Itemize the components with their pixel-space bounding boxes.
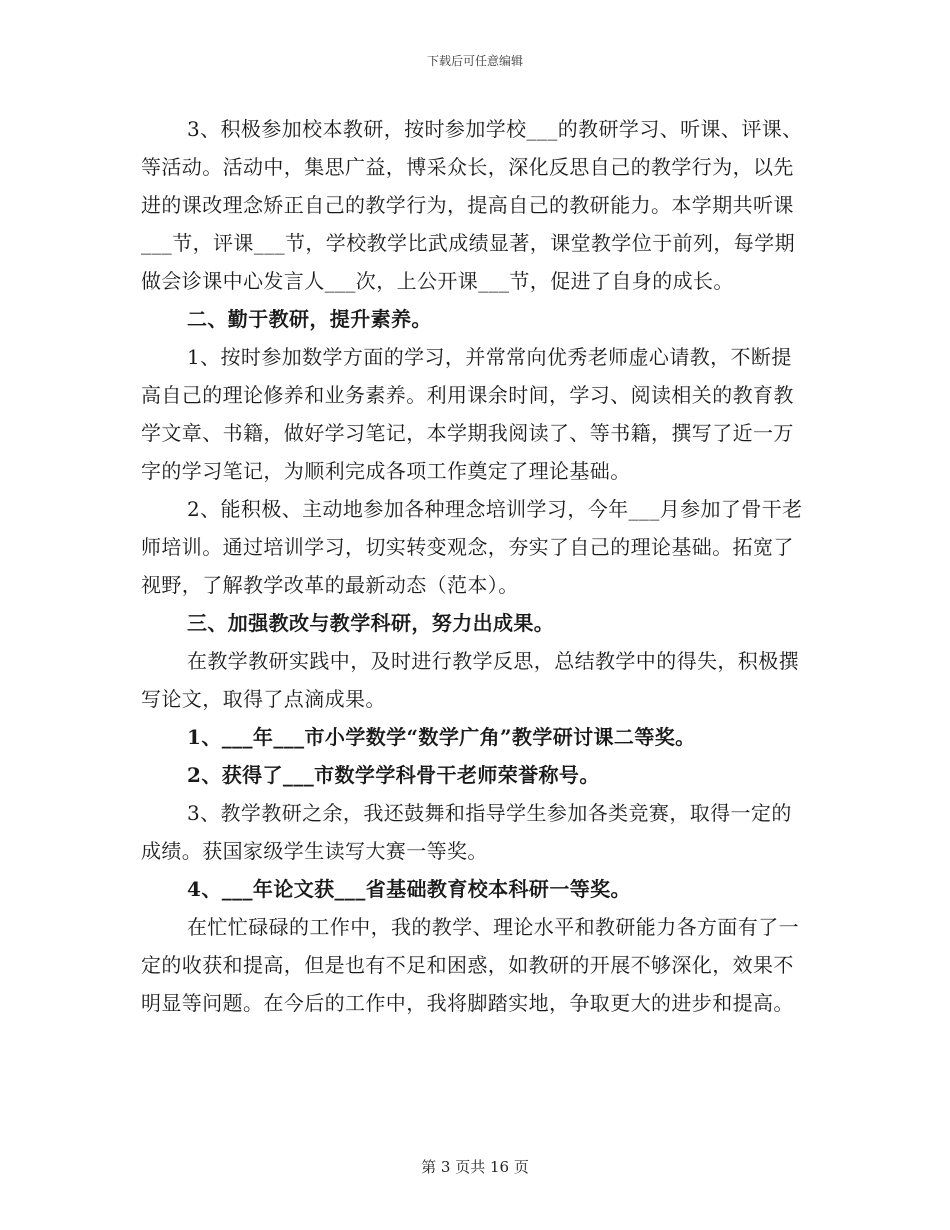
paragraph: 1、按时参加数学方面的学习，并常常向优秀老师虚心请教，不断提高自己的理论修养和业务素养。利用课余时间，学习、阅读相关的教育教学文章、书籍，做好学习笔记，本学期我阅读了、等书籍，撰写了近一万字的学习笔记，为顺利完成各项工作奠定了理论基础。	[141, 345, 794, 483]
paragraph: 2、能积极、主动地参加各种理念培训学习，今年___月参加了骨干老师培训。通过培训学习，切实转变观念，夯实了自己的理论基础。拓宽了视野，了解教学改革的最新动态（范本）。	[141, 497, 803, 597]
document-body	[141, 110, 809, 1022]
page-header: 下载后可任意编辑	[426, 54, 523, 68]
section-heading: 三、加强教改与教学科研，努力出成果。	[187, 611, 555, 635]
section-heading: 二、勤于教研，提升素养。	[187, 307, 432, 331]
paragraph: 3、积极参加校本教研，按时参加学校___的教研学习、听课、评课、等活动。活动中，集思广益，博采众长，深化反思自己的教学行为，以先进的课改理念矫正自己的教学行为，提高自己的教研能力。本学期共听课___节，评课___节，学校教学比武成绩显著，课堂教学位于前列，每学期做会诊课中心发言人___次，上公开课___节，促进了自身的成长。	[141, 117, 803, 293]
achievement-item: 4、___年论文获___省基础教育校本科研一等奖。	[187, 877, 631, 901]
achievement-item: 1、___年___市小学数学“数学广角”教学研讨课二等奖。	[187, 725, 696, 749]
paragraph: 3、教学教研之余，我还鼓舞和指导学生参加各类竞赛，取得一定的成绩。获国家级学生读写大赛一等奖。	[141, 801, 792, 863]
paragraph: 在教学教研实践中，及时进行教学反思，总结教学中的得失，积极撰写论文，取得了点滴成果。	[141, 649, 799, 711]
page-footer: 第 3 页共 16 页	[421, 1158, 529, 1176]
achievement-item: 2、获得了___市数学学科骨干老师荣誉称号。	[187, 763, 600, 787]
paragraph: 在忙忙碌碌的工作中，我的教学、理论水平和教研能力各方面有了一定的收获和提高，但是也有不足和困惑，如教研的开展不够深化，效果不明显等问题。在今后的工作中，我将脚踏实地，争取更大的进步和提高。	[141, 915, 799, 1015]
